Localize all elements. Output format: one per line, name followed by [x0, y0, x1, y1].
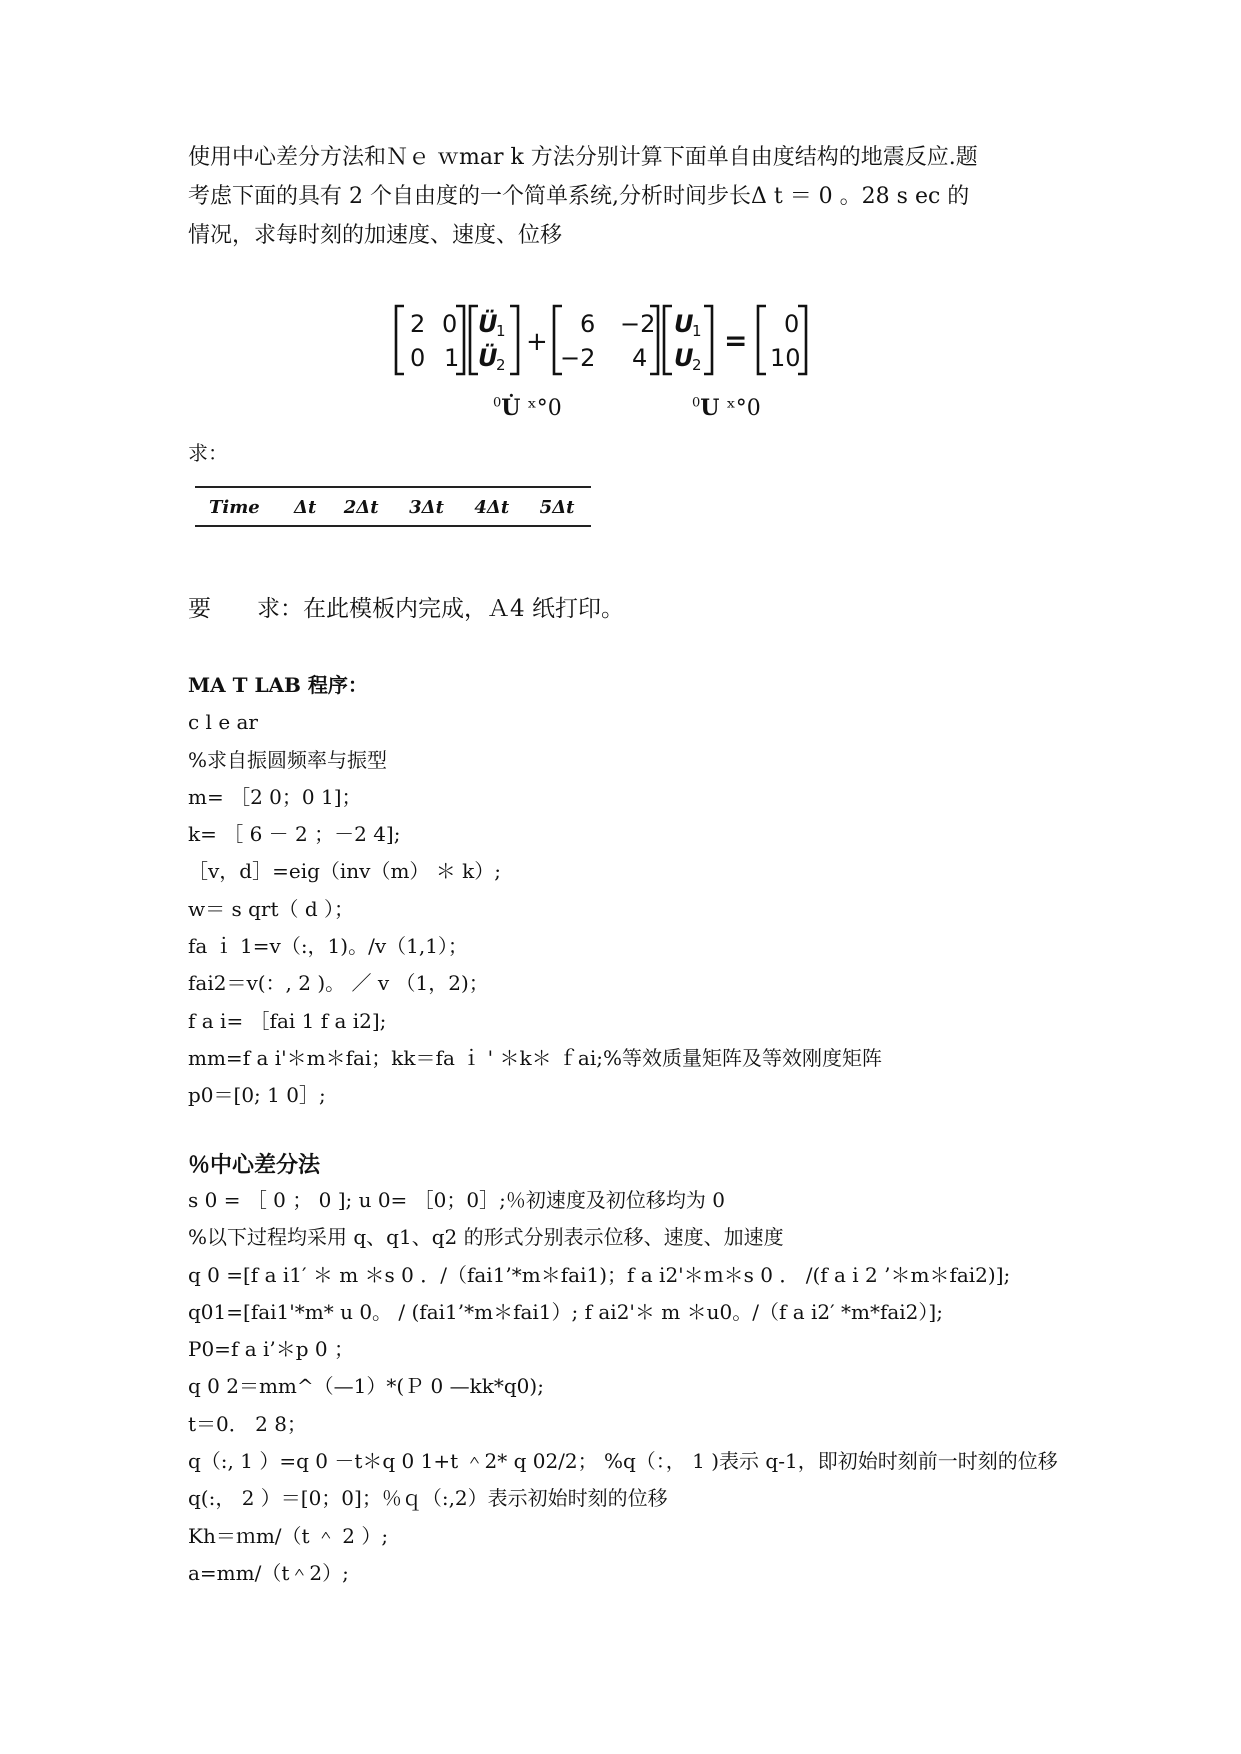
time-step-3: 3Δt: [409, 497, 444, 518]
k-12: −2: [620, 310, 656, 338]
initial-displacement-value: ˣ°0: [719, 396, 761, 421]
initial-velocity-sup: 0: [493, 395, 502, 411]
initial-velocity-var: U̇: [501, 395, 521, 421]
problem-line: 考虑下面的具有 2 个自由度的一个简单系统,分析时间步长Δ t ＝ 0 。28 s ec 的: [188, 184, 970, 209]
problem-line: 情况，求每时刻的加速度、速度、位移: [188, 223, 563, 248]
code-line: fa ｉ 1=v（:，1)。/v（1,1）；: [188, 934, 468, 959]
code-line: %以下过程均采用 q、q1、q2 的形式分别表示位移、速度、加速度: [188, 1225, 784, 1250]
code-line: k= ［ 6 － 2 ；－2 4];: [188, 822, 401, 847]
time-header: Time: [209, 497, 260, 518]
matlab-block-2: [188, 1182, 1058, 1592]
code-line: t＝0． 2 8；: [188, 1411, 307, 1436]
code-line: s 0 = ［ 0 ； 0 ]; u 0= ［0；0］;％初速度及初位移均为 0: [188, 1188, 725, 1212]
code-line: ［v，d］=eig（inv（m） ＊ k）;: [188, 859, 502, 884]
rhs-1: 0: [784, 310, 800, 338]
initial-displacement-sup: 0: [692, 395, 701, 411]
code-line: Kh＝ｍm/（t ＾ 2 ）;: [188, 1523, 389, 1548]
disp-2-index: 2: [692, 356, 702, 374]
time-table-header-row: [195, 487, 591, 526]
code-line: q01=[fai1'*m* u 0。 / (fai1’*m＊fai1）; f ai2'＊ m ＊u0。/（f a i2′ *m*fai2）];: [188, 1299, 943, 1324]
code-line: P0=f a i’＊p 0 ；: [188, 1337, 354, 1362]
code-line: q(:， 2 ）＝[0；0]；％ｑ（:,2）表示初始时刻的位移: [188, 1486, 668, 1511]
initial-displacement: [692, 395, 761, 421]
code-line: c l e ar: [188, 710, 258, 735]
initial-displacement-var: U: [700, 395, 720, 421]
m-22: 1: [444, 344, 460, 372]
code-line: %求自振圆频率与振型: [188, 747, 388, 772]
acc-2-symbol: Ü: [478, 344, 498, 372]
problem-line: 使用中心差分方法和Ｎｅ ｗmar k 方法分别计算下面单自由度结构的地震反应.题: [188, 145, 978, 170]
acc-1-index: 1: [496, 322, 506, 340]
matlab-heading: MA T LAB 程序：: [188, 673, 368, 697]
time-step-1: Δt: [293, 497, 317, 518]
code-line: q（:, 1 ）=q 0 －t＊q 0 1+t ＾2* q 02/2； %q（：， 1 )表示 q-1，即初始时刻前一时刻的位移: [188, 1449, 1058, 1474]
disp-1-symbol: U: [674, 310, 694, 338]
code-line: a=mm/（t＾2）;: [188, 1560, 349, 1585]
code-line: fai2＝v(：, 2 )。 ／ v （1，2)；: [188, 971, 489, 996]
initial-velocity-value: ˣ°0: [520, 396, 562, 421]
code-line: q 0 =[f a i1′ ＊ m ＊s 0 ．/（fai1’*m＊fai1)；f a i2'＊ｍ＊s 0 ． /(f a i 2 ’＊m＊fai2)];: [188, 1262, 1011, 1287]
equals-sign: =: [724, 324, 748, 357]
code-line: f a i= ［fai 1 f a i2];: [188, 1008, 387, 1033]
problem-statement: [188, 138, 978, 255]
time-step-4: 4Δt: [474, 497, 510, 518]
matrix-equation: [392, 300, 862, 380]
code-line: mm=f a i'＊m＊fai；kk＝fa ｉ ' ＊k＊ ｆai;%等效质量矩阵及等效刚度矩阵: [188, 1045, 882, 1070]
time-step-5: 5Δt: [539, 497, 575, 518]
code-line: q 0 2＝mm^（—1）*(Ｐ 0 —kk*q0);: [188, 1374, 544, 1399]
acc-1-symbol: Ü: [478, 310, 498, 338]
center-difference-heading: ％中心差分法: [188, 1152, 321, 1178]
rhs-2: 10: [770, 344, 801, 372]
code-line: w＝ s qrt（ d ）；: [188, 896, 355, 921]
plus-sign: +: [526, 327, 548, 357]
matlab-block-1: [188, 667, 882, 1115]
m-21: 0: [410, 344, 426, 372]
code-line: m= ［2 0；0 1]；: [188, 784, 362, 809]
disp-1-index: 1: [692, 322, 702, 340]
disp-2-symbol: U: [674, 344, 694, 372]
time-table: [195, 486, 591, 527]
initial-velocity: [493, 395, 562, 421]
code-line: p0＝[0; 1 0］;: [188, 1083, 326, 1108]
k-11: 6: [580, 310, 596, 338]
acc-2-index: 2: [496, 356, 506, 374]
m-11: 2: [410, 310, 426, 338]
requirement-note: 要 求：在此模板内完成，Ａ4 纸打印。: [188, 596, 624, 622]
k-22: 4: [632, 344, 648, 372]
time-step-2: 2Δt: [343, 497, 379, 518]
k-21: −2: [560, 344, 596, 372]
qiu-label: 求：: [188, 441, 228, 465]
m-12: 0: [442, 310, 458, 338]
